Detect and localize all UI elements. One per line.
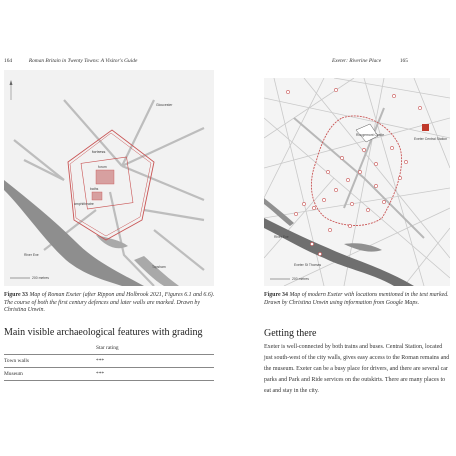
table-row-rating: ***	[96, 358, 105, 364]
figure-34-label: Figure 34	[264, 292, 288, 298]
left-running-head	[4, 58, 137, 64]
roman-exeter-map-svg	[4, 70, 214, 286]
right-page	[228, 0, 456, 456]
map-label-river-exe: River Exe	[24, 253, 39, 257]
map-label-river-exe: River Exe	[274, 235, 289, 239]
table-row-feature: Town walls	[4, 358, 29, 364]
map-label-baths: baths	[90, 187, 99, 191]
figure-33-caption	[4, 292, 216, 315]
map-label-topsham: Topsham	[152, 265, 166, 269]
table-rule	[4, 354, 214, 355]
map-label-fortress: fortress	[92, 149, 106, 154]
station-marker-icon	[422, 124, 429, 131]
right-running-title: Exeter: Riverine Place	[332, 58, 382, 64]
map-label-castle: Rougemont Castle	[356, 133, 385, 137]
map-label-amphitheatre: amphitheatre	[74, 202, 94, 206]
table-row-feature: Museum	[4, 371, 23, 377]
map-scale-label: 200 metres	[32, 276, 49, 280]
left-running-title: Roman Britain in Twenty Towns: A Visitor's Guide	[28, 58, 138, 64]
table-rule	[4, 367, 214, 368]
table-rule	[4, 380, 214, 381]
figure-33-caption-text: Map of Roman Exeter (after Rippon and Holbrook 2021, Figures 6.1 and 6.6). The course of both the first century defences and later walls are marked. Drawn by Christina Unwin.	[4, 292, 215, 314]
map-label-st-thomas: Exeter St Thomas	[294, 263, 322, 267]
figure-34-caption	[264, 292, 450, 307]
map-scale-label: 200 metres	[292, 277, 309, 281]
modern-exeter-map-svg	[264, 78, 450, 286]
figure-34-caption-text: Map of modern Exeter with locations mentioned in the text marked. Drawn by Christina Unwin using information from Google Maps.	[264, 292, 449, 306]
roman-exeter-map	[4, 70, 214, 286]
right-running-head	[332, 58, 408, 64]
map-label-station: Exeter Central Station	[414, 137, 448, 141]
map-label-forum: forum	[98, 165, 107, 169]
table-header-star-rating: Star rating	[96, 345, 119, 351]
table-row-rating: ***	[96, 371, 105, 377]
right-page-number: 165	[399, 58, 408, 64]
map-label-gloucester: Gloucester	[156, 103, 173, 107]
body-paragraph: Exeter is well-connected by both trains and buses. Central Station, located just south-west of the city walls, gives easy access to the Roman remains and the museum. Exeter can be a busy place for drivers, and there are several car parks and Park and Ride services on the outskirts. There are many places to eat and stay in the city.	[264, 344, 450, 394]
figure-33-label: Figure 33	[4, 292, 28, 298]
section-heading-getting-there: Getting there	[264, 328, 317, 339]
left-page-number: 164	[4, 58, 13, 64]
section-heading-features: Main visible archaeological features with grading	[4, 327, 203, 338]
modern-exeter-map	[264, 78, 450, 286]
